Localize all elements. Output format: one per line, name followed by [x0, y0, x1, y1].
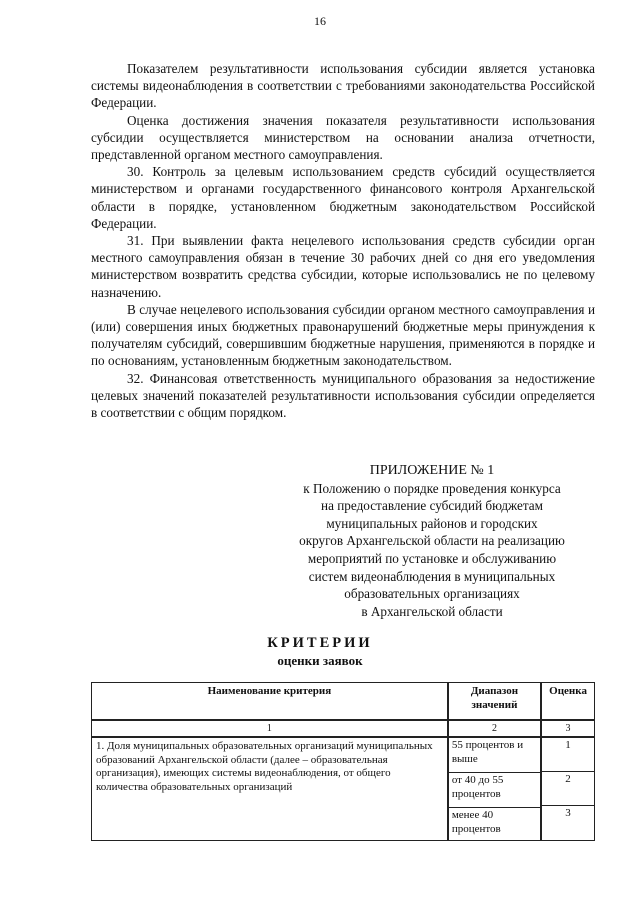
paragraph: 30. Контроль за целевым использованием средств субсидий осуществляется министерством и органами государственного финансового контроля Архангельской области в порядке, установленном бюджетным законодательством Российской Федерации.: [91, 164, 595, 231]
page-number: 16: [314, 14, 326, 28]
table-row: [91, 737, 595, 841]
column-header-range: Диапазон значений: [448, 682, 541, 720]
appendix-line: мероприятий по установке и обслуживанию: [307, 550, 557, 566]
range-cell: [448, 737, 541, 841]
column-number: 2: [448, 720, 541, 737]
paragraph: В случае нецелевого использования субсидии органом местного самоуправления и (или) совершения иных бюджетных правонарушений бюджетные меры принуждения к получателям субсидий, совершившим бюджетные нарушения, применяются в порядке и по основаниям, установленным бюджетным законодательством.: [91, 301, 595, 369]
column-number-row: [91, 720, 595, 737]
range-value: 55 процентов и выше: [449, 738, 540, 773]
criteria-table: [91, 682, 595, 841]
appendix-block: [262, 462, 602, 620]
criterion-cell: 1. Доля муниципальных образовательных организаций муниципальных образований Архангельской области (далее – образовательная организация), имеющих системы видеонаблюдения, от общего количества образовательных организаций: [91, 737, 448, 841]
appendix-line: образовательных организациях: [344, 586, 520, 602]
column-number: 1: [91, 720, 448, 737]
appendix-line: муниципальных районов и городских: [326, 515, 538, 531]
column-header-criterion: Наименование критерия: [91, 682, 448, 720]
heading-subtitle: оценки заявок: [277, 653, 363, 668]
criteria-heading: [0, 634, 640, 669]
appendix-title: ПРИЛОЖЕНИЕ № 1: [369, 463, 495, 478]
score-value: 2: [542, 772, 594, 806]
appendix-line: на предоставление субсидий бюджетам: [321, 498, 543, 514]
paragraph: 31. При выявлении факта нецелевого использования средств субсидии орган местного самоуправления обязан в течение 30 рабочих дней со дня его уведомления министерством возвратить средства субсидии, которые использовались не по целевому назначению.: [91, 233, 595, 300]
column-number: 3: [541, 720, 595, 737]
appendix-line: в Архангельской области: [361, 603, 503, 619]
appendix-line: к Положению о порядке проведения конкурса: [303, 480, 561, 496]
range-value: менее 40 процентов: [451, 809, 501, 835]
paragraph: Показателем результативности использования субсидии является установка системы видеонаблюдения в соответствии с требованиями законодательства Российской Федерации.: [91, 61, 595, 111]
score-value: 3: [565, 807, 571, 819]
score-value: 1: [542, 738, 594, 772]
paragraph: Оценка достижения значения показателя результативности использования субсидии осуществляется министерством на основании анализа отчетности, представленной органом местного самоуправления.: [91, 112, 595, 163]
paragraph: 32. Финансовая ответственность муниципального образования за недостижение целевых значений показателей результативности использования субсидии определяется в соответствии с общим порядком.: [91, 370, 595, 421]
range-value: от 40 до 55 процентов: [449, 773, 540, 808]
heading-title: КРИТЕРИИ: [267, 635, 373, 651]
score-cell: [541, 737, 595, 841]
table-header-row: [91, 682, 595, 720]
column-header-score: Оценка: [541, 682, 595, 720]
appendix-line: систем видеонаблюдения в муниципальных: [308, 568, 556, 584]
appendix-line: округов Архангельской области на реализацию: [299, 533, 565, 549]
body-text: [91, 60, 595, 421]
